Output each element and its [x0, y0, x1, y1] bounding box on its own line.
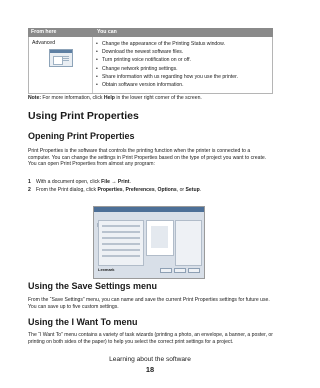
list-item: • Change the appearance of the Printing Status window. — [96, 40, 238, 48]
step-item: 2 From the Print dialog, click Properties, Preferences, Options, or Setup. — [28, 186, 202, 193]
dialog-button — [174, 268, 186, 273]
list-item: • Share information with us regarding how you use the printer. — [96, 73, 238, 81]
print-properties-dialog-figure — [93, 206, 205, 279]
dialog-settings-panel — [98, 220, 144, 266]
dialog-tabs — [97, 214, 157, 218]
table-header — [28, 28, 273, 37]
page-number: 18 — [145, 365, 155, 374]
dialog-page-preview — [146, 220, 174, 256]
save-settings-heading: Using the Save Settings menu — [28, 281, 158, 291]
dialog-button — [188, 268, 200, 273]
opening-steps — [28, 179, 201, 194]
row-from-label: Advanced — [32, 40, 56, 46]
advanced-tab-thumbnail-icon — [49, 49, 73, 67]
footer-chapter-title: Learning about the software — [109, 356, 191, 363]
i-want-to-heading: Using the I Want To menu — [28, 317, 138, 327]
note-text-post: in the lower right corner of the screen. — [114, 95, 202, 101]
info-table — [28, 28, 273, 94]
help-note — [28, 95, 202, 101]
header-from-here: From here — [31, 29, 57, 35]
opening-paragraph: Print Properties is the software that controls the printing function when the printer is connected to a computer. You can change the settings in Print Properties based on the type of project you want to create. You can open Print Properties from almost any program: — [28, 148, 267, 168]
dialog-options-panel — [175, 220, 202, 266]
list-item: • Download the newest software files. — [96, 48, 238, 56]
note-text-pre: For more information, click — [41, 95, 104, 101]
header-you-can: You can — [97, 29, 117, 35]
list-item: • Change network printing settings. — [96, 65, 238, 73]
step-item: 1 With a document open, click File → Print. — [28, 179, 131, 185]
i-want-to-paragraph: The “I Want To” menu contains a variety of task wizards (printing a photo, an envelope, a banner, a poster, or printing on both sides of the paper) to help you select the correct print settings for a project. — [28, 332, 273, 345]
dialog-title-bar — [94, 207, 204, 212]
list-item: • Turn printing voice notification on or off. — [96, 56, 238, 64]
column-divider — [92, 37, 93, 93]
you-can-list — [96, 40, 238, 89]
list-item: • Obtain software version information. — [96, 81, 238, 89]
note-help-word: Help — [103, 95, 115, 101]
dialog-logo: Lexmark — [98, 267, 115, 272]
table-row — [28, 37, 273, 94]
section-title: Using Print Properties — [28, 110, 139, 122]
save-settings-paragraph: From the “Save Settings” menu, you can name and save the current Print Properties settings for future use. You can save up to five custom settings. — [28, 297, 270, 310]
opening-heading: Opening Print Properties — [28, 131, 135, 141]
note-label: Note: — [28, 95, 42, 101]
dialog-button — [160, 268, 172, 273]
